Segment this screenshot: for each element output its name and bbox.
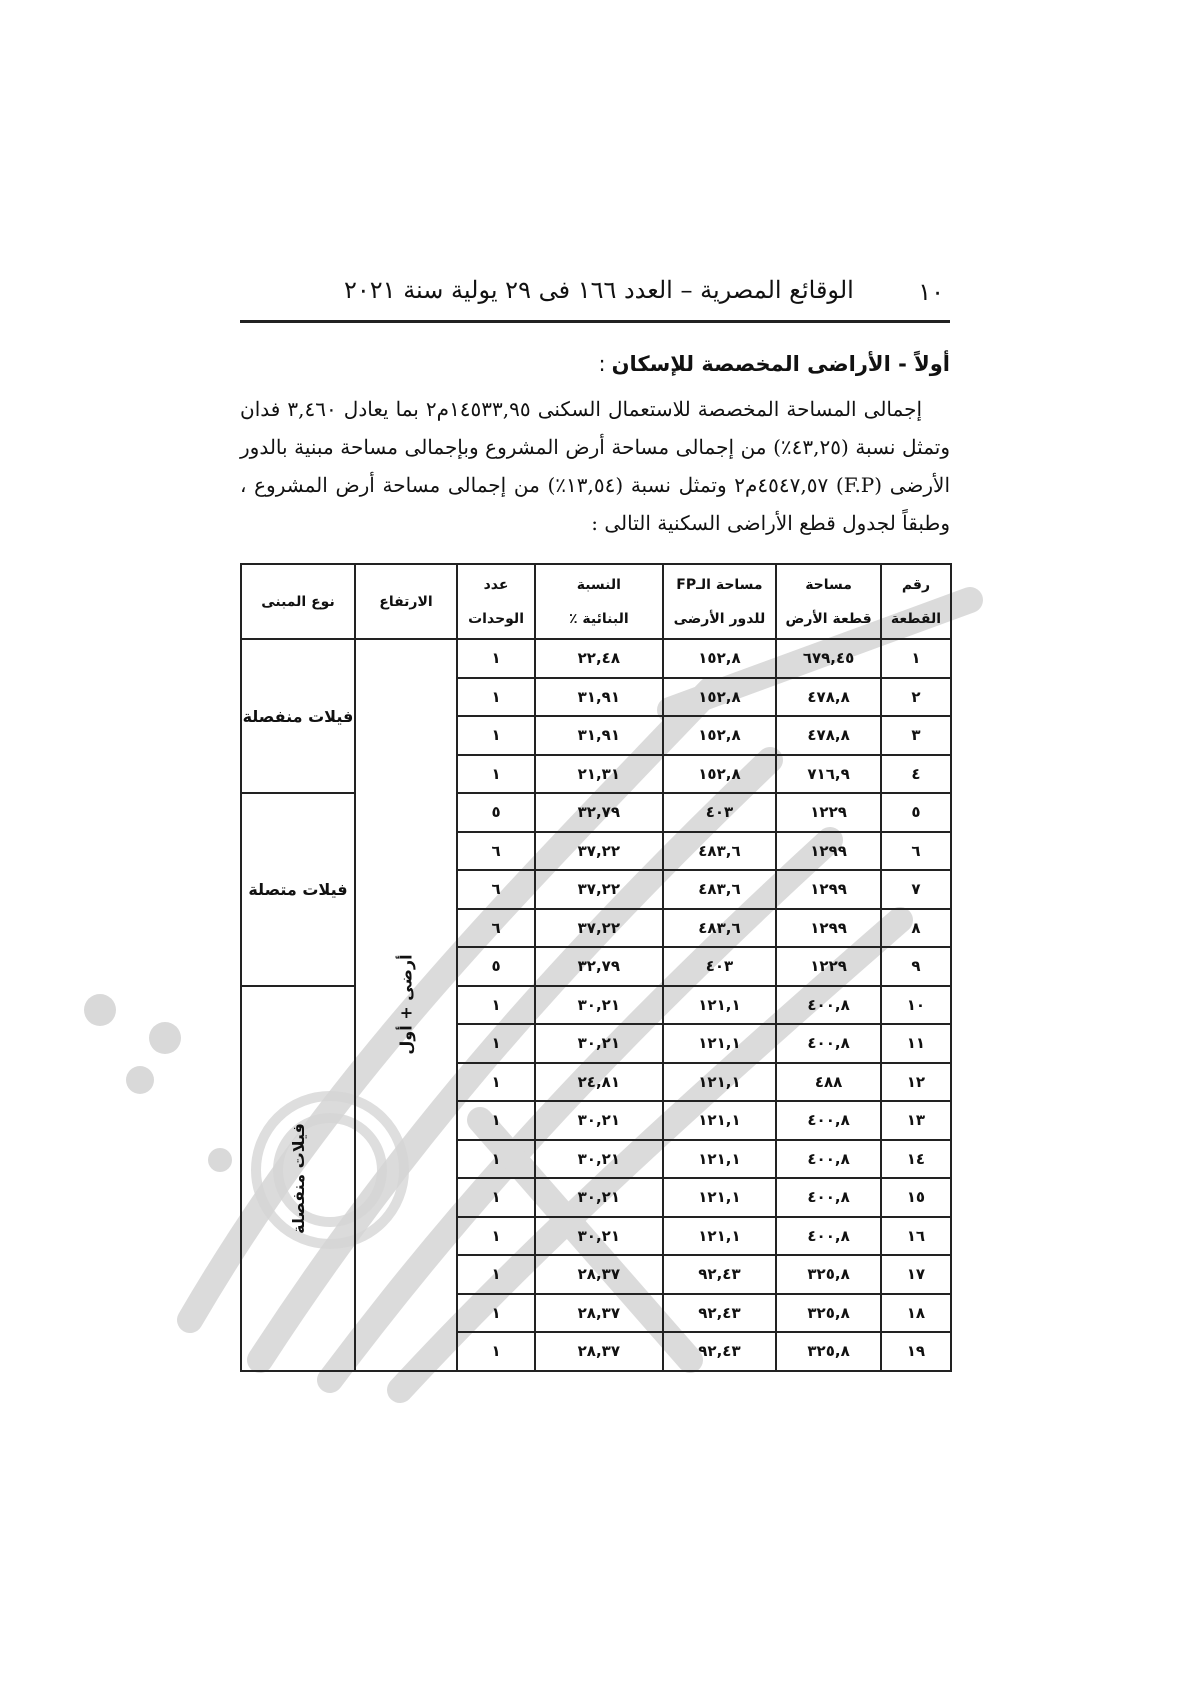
cell-fp-area: ٤٠٣ xyxy=(663,793,777,832)
cell-plot-area: ٤٧٨,٨ xyxy=(776,716,881,755)
cell-plot-area: ٣٢٥,٨ xyxy=(776,1294,881,1333)
cell-fp-area: ١٢١,١ xyxy=(663,1140,777,1179)
cell-plot-area: ٣٢٥,٨ xyxy=(776,1255,881,1294)
cell-building-ratio: ٣٠,٢١ xyxy=(535,1101,663,1140)
header-height: الارتفاع xyxy=(355,564,457,639)
cell-building-ratio: ٣١,٩١ xyxy=(535,678,663,717)
cell-fp-area: ١٢١,١ xyxy=(663,1063,777,1102)
header-rule xyxy=(240,320,950,323)
section-colon: : xyxy=(598,352,606,376)
cell-building-ratio: ٣٧,٢٢ xyxy=(535,909,663,948)
table-row xyxy=(241,639,951,678)
building-type-label: فيلات منفصلة xyxy=(288,1122,308,1234)
cell-building-ratio: ٣١,٩١ xyxy=(535,716,663,755)
cell-building-ratio: ٣٠,٢١ xyxy=(535,986,663,1025)
cell-fp-area: ١٢١,١ xyxy=(663,986,777,1025)
cell-plot-no: ١٥ xyxy=(881,1178,951,1217)
header-fp-area: مساحة الـFP للدور الأرضى xyxy=(663,564,777,639)
section-title: أولاً - الأراضى المخصصة للإسكان xyxy=(611,352,950,376)
page-header xyxy=(240,270,950,320)
cell-building-ratio: ٣٠,٢١ xyxy=(535,1024,663,1063)
cell-plot-area: ٣٢٥,٨ xyxy=(776,1332,881,1371)
cell-plot-area: ١٢٩٩ xyxy=(776,832,881,871)
header-building-ratio: النسبة البنائية ٪ xyxy=(535,564,663,639)
cell-units: ٥ xyxy=(457,793,535,832)
cell-plot-area: ٤٠٠,٨ xyxy=(776,1101,881,1140)
cell-building-type xyxy=(241,639,355,793)
running-title: الوقائع المصرية – العدد ١٦٦ فى ٢٩ يولية سنة ٢٠٢١ xyxy=(344,276,854,304)
cell-units: ١ xyxy=(457,1140,535,1179)
cell-fp-area: ١٢١,١ xyxy=(663,1024,777,1063)
cell-plot-no: ٥ xyxy=(881,793,951,832)
cell-building-ratio: ٣٠,٢١ xyxy=(535,1217,663,1256)
cell-fp-area: ١٢١,١ xyxy=(663,1101,777,1140)
cell-plot-no: ٩ xyxy=(881,947,951,986)
header-units: عدد الوحدات xyxy=(457,564,535,639)
header-plot-area: مساحة قطعة الأرض xyxy=(776,564,881,639)
cell-plot-no: ١٨ xyxy=(881,1294,951,1333)
cell-units: ١ xyxy=(457,1101,535,1140)
cell-building-ratio: ٣٧,٢٢ xyxy=(535,870,663,909)
cell-height xyxy=(355,639,457,1371)
cell-building-ratio: ٣٧,٢٢ xyxy=(535,832,663,871)
cell-plot-no: ٢ xyxy=(881,678,951,717)
cell-fp-area: ١٥٢,٨ xyxy=(663,678,777,717)
cell-plot-area: ٤٨٨ xyxy=(776,1063,881,1102)
cell-fp-area: ١٥٢,٨ xyxy=(663,755,777,794)
cell-units: ٦ xyxy=(457,870,535,909)
cell-building-ratio: ٢٢,٤٨ xyxy=(535,639,663,678)
paragraph-text: إجمالى المساحة المخصصة للاستعمال السكنى ١٤٥٣٣,٩٥م٢ بما يعادل ٣,٤٦٠ فدان وتمثل نسبة (٤٣,٢٥٪) من إجمالى مساحة أرض المشروع وبإجمالى مساحة مبنية بالدور الأرضى (F.P) ٤٥٤٧,٥٧م٢ وتمثل نسبة (١٣,٥٤٪) من إجمالى مساحة أرض المشروع ، وطبقاً لجدول قطع الأراضى السكنية التالى : xyxy=(240,397,951,535)
cell-units: ١ xyxy=(457,986,535,1025)
cell-plot-no: ١٧ xyxy=(881,1255,951,1294)
cell-plot-area: ٦٧٩,٤٥ xyxy=(776,639,881,678)
cell-plot-no: ٤ xyxy=(881,755,951,794)
cell-building-ratio: ٣٢,٧٩ xyxy=(535,947,663,986)
cell-building-type xyxy=(241,986,355,1371)
cell-plot-area: ١٢٩٩ xyxy=(776,870,881,909)
cell-plot-no: ٣ xyxy=(881,716,951,755)
cell-fp-area: ١٥٢,٨ xyxy=(663,716,777,755)
cell-building-ratio: ٣٠,٢١ xyxy=(535,1178,663,1217)
cell-building-ratio: ٢٤,٨١ xyxy=(535,1063,663,1102)
cell-plot-area: ٤٧٨,٨ xyxy=(776,678,881,717)
cell-plot-area: ٤٠٠,٨ xyxy=(776,1140,881,1179)
cell-fp-area: ٤٨٣,٦ xyxy=(663,832,777,871)
height-label: أرضى + أول xyxy=(396,954,416,1055)
cell-plot-area: ٤٠٠,٨ xyxy=(776,986,881,1025)
cell-plot-no: ١ xyxy=(881,639,951,678)
section-heading xyxy=(598,352,950,376)
building-type-label: فيلات منفصلة xyxy=(242,706,354,726)
cell-fp-area: ٩٢,٤٣ xyxy=(663,1332,777,1371)
cell-fp-area: ٩٢,٤٣ xyxy=(663,1255,777,1294)
cell-plot-no: ١٠ xyxy=(881,986,951,1025)
cell-units: ١ xyxy=(457,1063,535,1102)
header-plot-no: رقم القطعة xyxy=(881,564,951,639)
cell-building-ratio: ٢٨,٣٧ xyxy=(535,1332,663,1371)
cell-plot-no: ١٩ xyxy=(881,1332,951,1371)
cell-units: ٥ xyxy=(457,947,535,986)
cell-units: ١ xyxy=(457,755,535,794)
body-paragraph xyxy=(240,390,950,542)
header-building-type: نوع المبنى xyxy=(241,564,355,639)
cell-plot-area: ٧١٦,٩ xyxy=(776,755,881,794)
table-row xyxy=(241,986,951,1025)
residential-plots-table xyxy=(240,563,952,1372)
cell-units: ١ xyxy=(457,1255,535,1294)
cell-units: ١ xyxy=(457,1024,535,1063)
cell-plot-no: ٧ xyxy=(881,870,951,909)
cell-units: ٦ xyxy=(457,832,535,871)
cell-units: ١ xyxy=(457,639,535,678)
cell-plot-no: ١٢ xyxy=(881,1063,951,1102)
table-row xyxy=(241,793,951,832)
cell-units: ١ xyxy=(457,1178,535,1217)
cell-plot-no: ٦ xyxy=(881,832,951,871)
building-type-label: فيلات متصلة xyxy=(248,879,348,899)
cell-plot-area: ١٢٩٩ xyxy=(776,909,881,948)
table-body xyxy=(241,639,951,1371)
cell-plot-area: ١٢٢٩ xyxy=(776,793,881,832)
cell-units: ١ xyxy=(457,1294,535,1333)
cell-plot-no: ١١ xyxy=(881,1024,951,1063)
cell-units: ١ xyxy=(457,1217,535,1256)
cell-plot-no: ١٤ xyxy=(881,1140,951,1179)
page-number: ١٠ xyxy=(918,278,944,306)
cell-plot-no: ١٣ xyxy=(881,1101,951,1140)
cell-fp-area: ٤٨٣,٦ xyxy=(663,909,777,948)
cell-fp-area: ٤٨٣,٦ xyxy=(663,870,777,909)
cell-building-ratio: ٣٢,٧٩ xyxy=(535,793,663,832)
cell-plot-area: ٤٠٠,٨ xyxy=(776,1217,881,1256)
cell-units: ١ xyxy=(457,716,535,755)
cell-fp-area: ٩٢,٤٣ xyxy=(663,1294,777,1333)
cell-fp-area: ١٢١,١ xyxy=(663,1217,777,1256)
cell-units: ٦ xyxy=(457,909,535,948)
cell-fp-area: ٤٠٣ xyxy=(663,947,777,986)
cell-building-ratio: ٢٨,٣٧ xyxy=(535,1294,663,1333)
cell-building-ratio: ٣٠,٢١ xyxy=(535,1140,663,1179)
cell-units: ١ xyxy=(457,1332,535,1371)
cell-building-ratio: ٢٨,٣٧ xyxy=(535,1255,663,1294)
cell-plot-area: ١٢٢٩ xyxy=(776,947,881,986)
cell-building-ratio: ٢١,٣١ xyxy=(535,755,663,794)
cell-building-type xyxy=(241,793,355,986)
cell-fp-area: ١٥٢,٨ xyxy=(663,639,777,678)
cell-plot-area: ٤٠٠,٨ xyxy=(776,1178,881,1217)
table-header-row xyxy=(241,564,951,639)
cell-plot-no: ٨ xyxy=(881,909,951,948)
cell-units: ١ xyxy=(457,678,535,717)
cell-plot-no: ١٦ xyxy=(881,1217,951,1256)
cell-fp-area: ١٢١,١ xyxy=(663,1178,777,1217)
cell-plot-area: ٤٠٠,٨ xyxy=(776,1024,881,1063)
